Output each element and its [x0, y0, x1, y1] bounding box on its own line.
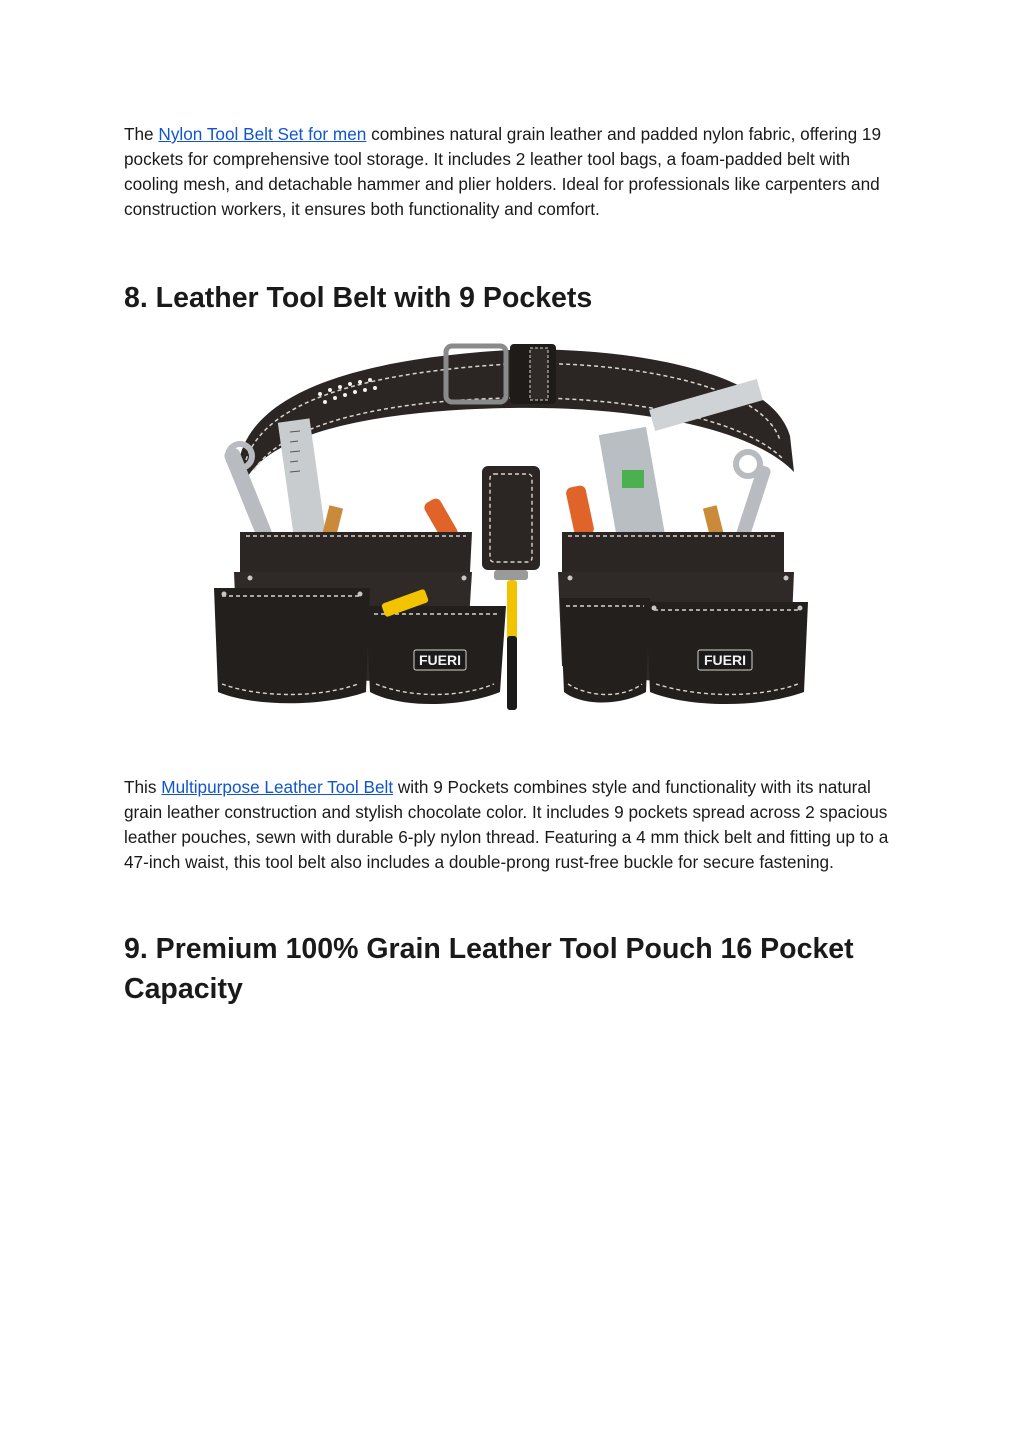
section8-paragraph	[124, 775, 904, 875]
section8-heading: 8. Leather Tool Belt with 9 Pockets	[124, 282, 593, 314]
leather-tool-belt-image	[210, 336, 814, 720]
paragraph-body: with 9 Pockets combines style and functionality with its natural grain leather construction and stylish chocolate color. It includes 9 pockets spread across 2 spacious leather pouches, sewn with durable 6-ply nylon thread. Featuring a 4 mm thick belt and fitting up to a 47-inch waist, this tool belt also includes a double-prong rust-free buckle for secure fastening.	[124, 777, 889, 872]
nylon-tool-belt-link[interactable]: Nylon Tool Belt Set for men	[158, 124, 367, 144]
brand-label-left: FUERI	[419, 652, 461, 668]
paragraph-prefix: This	[124, 777, 162, 797]
paragraph-body: combines natural grain leather and padded nylon fabric, offering 19 pockets for comprehensive tool storage. It includes 2 leather tool bags, a foam-padded belt with cooling mesh, and detachable hammer and plier holders. Ideal for professionals like carpenters and construction workers, it ensures both functionality and comfort.	[124, 124, 882, 219]
section9-heading: 9. Premium 100% Grain Leather Tool Pouch 16 Pocket Capacity	[124, 933, 854, 1005]
multipurpose-leather-tool-belt-link[interactable]: Multipurpose Leather Tool Belt	[161, 777, 394, 797]
section7-paragraph	[124, 122, 904, 222]
paragraph-prefix: The	[124, 124, 159, 144]
brand-label-right: FUERI	[704, 652, 746, 668]
